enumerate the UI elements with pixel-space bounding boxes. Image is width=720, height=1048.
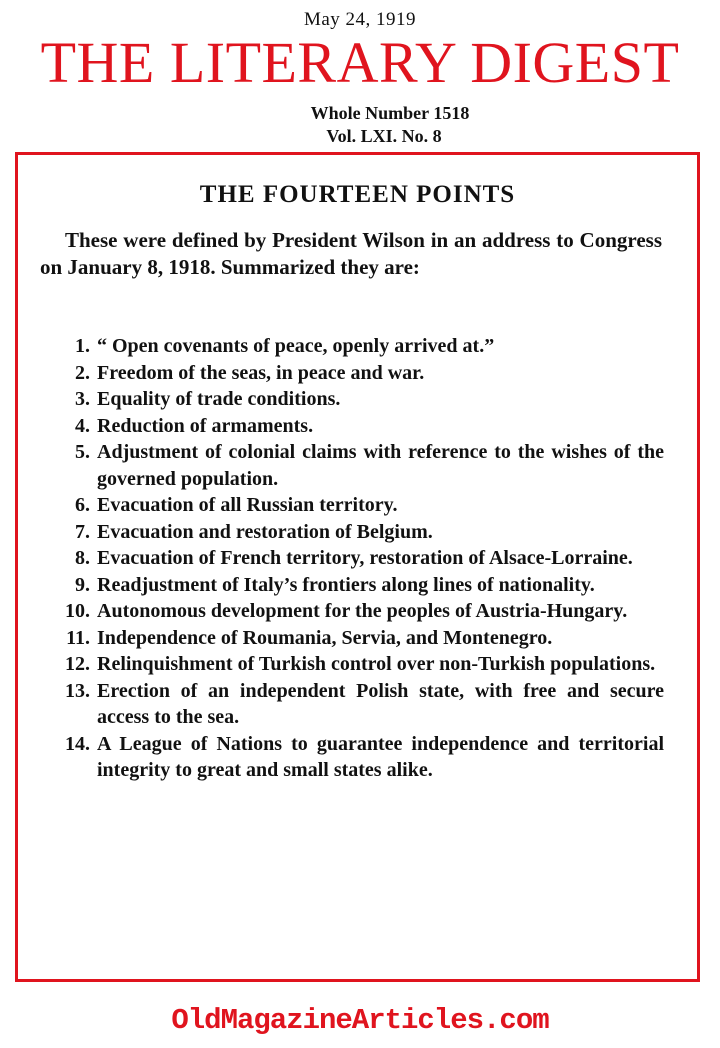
whole-number: Whole Number 1518: [310, 103, 470, 123]
point-item: [40, 492, 664, 519]
article-intro: These were defined by President Wilson in an address to Congress on January 8, 1918. Summarized they are:: [40, 228, 662, 279]
point-number: 6.: [75, 494, 90, 516]
point-number: 1.: [75, 335, 90, 357]
point-text: Freedom of the seas, in peace and war.: [97, 361, 425, 384]
point-item: [40, 651, 664, 678]
point-text: Independence of Roumania, Servia, and Montenegro.: [97, 626, 553, 649]
article-title: THE FOURTEEN POINTS: [199, 181, 516, 208]
point-item: [40, 625, 664, 652]
point-item: [40, 519, 664, 546]
point-text: A League of Nations to guarantee independence and territorial integrity to great and small states alike.: [97, 732, 664, 781]
point-number: 5.: [75, 441, 90, 463]
point-item: [40, 360, 664, 387]
point-text: Erection of an independent Polish state, with free and secure access to the sea.: [97, 679, 664, 728]
volume-number: Vol. LXI. No. 8: [326, 126, 442, 144]
point-number: 14.: [65, 732, 90, 755]
point-text: Evacuation of French territory, restoration of Alsace-Lorraine.: [97, 547, 633, 569]
point-item: [40, 598, 664, 625]
point-item: [40, 439, 664, 492]
point-number: 12.: [65, 653, 90, 675]
point-item: [40, 572, 664, 599]
point-item: [40, 333, 664, 360]
point-text: Evacuation of all Russian territory.: [97, 494, 398, 516]
point-text: Adjustment of colonial claims with reference to the wishes of the governed population.: [97, 441, 664, 490]
point-item: [40, 731, 664, 784]
point-number: 2.: [75, 361, 90, 384]
point-number: 7.: [75, 520, 90, 543]
points-list: [40, 333, 664, 784]
point-text: Reduction of armaments.: [97, 414, 314, 437]
masthead-title: THE LITERARY DIGEST: [40, 30, 680, 95]
point-number: 8.: [75, 547, 90, 569]
article-box: [15, 152, 700, 982]
point-text: “ Open covenants of peace, openly arrived at.”: [97, 335, 495, 357]
point-number: 9.: [75, 573, 90, 596]
point-item: [40, 678, 664, 731]
point-item: [40, 413, 664, 440]
point-item: [40, 545, 664, 572]
point-number: 13.: [65, 679, 90, 702]
point-number: 4.: [75, 414, 90, 437]
point-item: [40, 386, 664, 413]
point-number: 11.: [66, 626, 90, 649]
point-text: Relinquishment of Turkish control over non-Turkish populations.: [97, 653, 656, 675]
issue-date: May 24, 1919: [303, 9, 417, 30]
point-text: Readjustment of Italy’s frontiers along lines of nationality.: [97, 573, 595, 596]
point-number: 10.: [65, 600, 90, 622]
point-text: Equality of trade conditions.: [97, 388, 341, 410]
source-credit: OldMagazineArticles.com: [171, 1004, 549, 1037]
point-number: 3.: [75, 388, 90, 410]
point-text: Evacuation and restoration of Belgium.: [97, 520, 433, 543]
point-text: Autonomous development for the peoples of Austria-Hungary.: [97, 600, 628, 622]
